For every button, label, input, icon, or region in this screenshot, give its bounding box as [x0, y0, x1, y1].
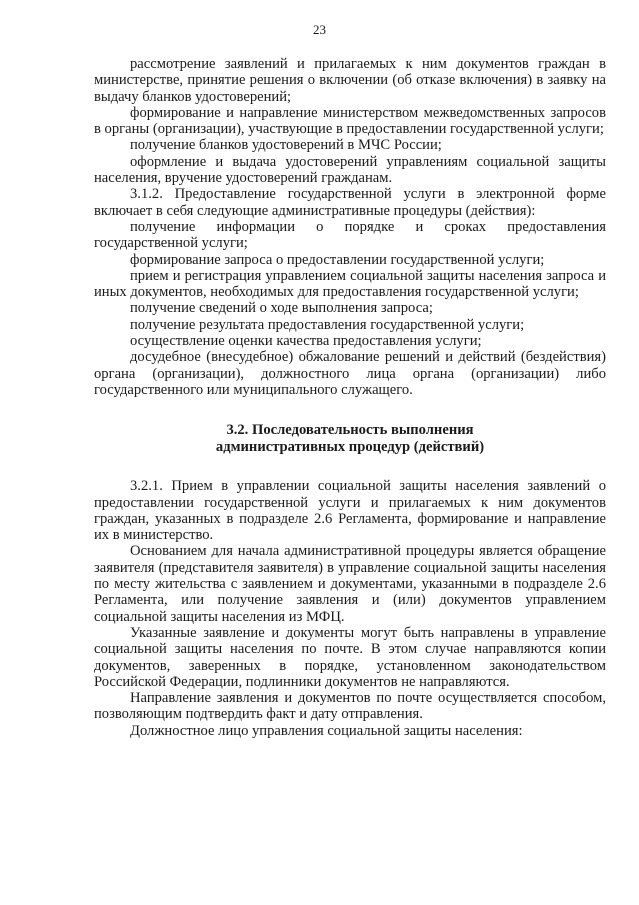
section-heading-line: административных процедур (действий): [215, 439, 485, 456]
page-number: 23: [313, 22, 326, 37]
paragraph: Основанием для начала административной процедуры является обращение заявителя (представителя заявителя) в управление социальной защиты населения по месту жительства с заявлением и документами, указанными в подразделе 2.6 Регламента, или получение заявления и (или) документов управлением социальной защиты населения из МФЦ.: [94, 543, 606, 625]
paragraph: формирование запроса о предоставлении государственной услуги;: [130, 251, 545, 268]
paragraph: осуществление оценки качества предоставления услуги;: [130, 333, 482, 350]
section-heading: [94, 422, 606, 456]
document-body: [94, 56, 606, 739]
paragraph: получение результата предоставления государственной услуги;: [130, 316, 525, 333]
paragraph: Направление заявления и документов по почте осуществляется способом, позволяющим подтвердить факт и дату отправления.: [94, 690, 606, 723]
paragraph: Указанные заявление и документы могут быть направлены в управление социальной защиты населения по почте. В этом случае направляются копии документов, заверенных в порядке, установленном законодательством Российской Федерации, подлинники документов не направляются.: [94, 624, 606, 690]
paragraph: 3.2.1. Прием в управлении социальной защиты населения заявлений о предоставлении государственной услуги и прилагаемых к ним документов граждан, указанных в подразделе 2.6 Регламента, формирование и направление их в министерство.: [94, 478, 606, 544]
paragraph: получение информации о порядке и сроках предоставления государственной услуги;: [94, 218, 606, 252]
paragraph: рассмотрение заявлений и прилагаемых к ним документов граждан в министерстве, принятие решения о включении (об отказе включения) в заявку на выдачу бланков удостоверений;: [94, 56, 606, 105]
paragraph: Должностное лицо управления социальной защиты населения:: [130, 722, 523, 739]
paragraph: 3.1.2. Предоставление государственной услуги в электронной форме включает в себя следующие административные процедуры (действия):: [94, 186, 606, 219]
paragraph: получение сведений о ходе выполнения запроса;: [130, 300, 433, 317]
section-heading-line: 3.2. Последовательность выполнения: [226, 422, 474, 439]
paragraph: получение бланков удостоверений в МЧС России;: [130, 137, 442, 154]
paragraph: прием и регистрация управлением социальной защиты населения запроса и иных документов, необходимых для предоставления государственной услуги;: [94, 267, 606, 301]
paragraph: досудебное (внесудебное) обжалование решений и действий (бездействия) органа (организации), должностного лица органа (организации) либо государственного или муниципального служащего.: [94, 349, 606, 398]
paragraph: формирование и направление министерством межведомственных запросов в органы (организации), участвующие в предоставлении государственной услуги;: [94, 104, 606, 138]
paragraph: оформление и выдача удостоверений управлениям социальной защиты населения, вручение удостоверений гражданам.: [94, 153, 606, 187]
